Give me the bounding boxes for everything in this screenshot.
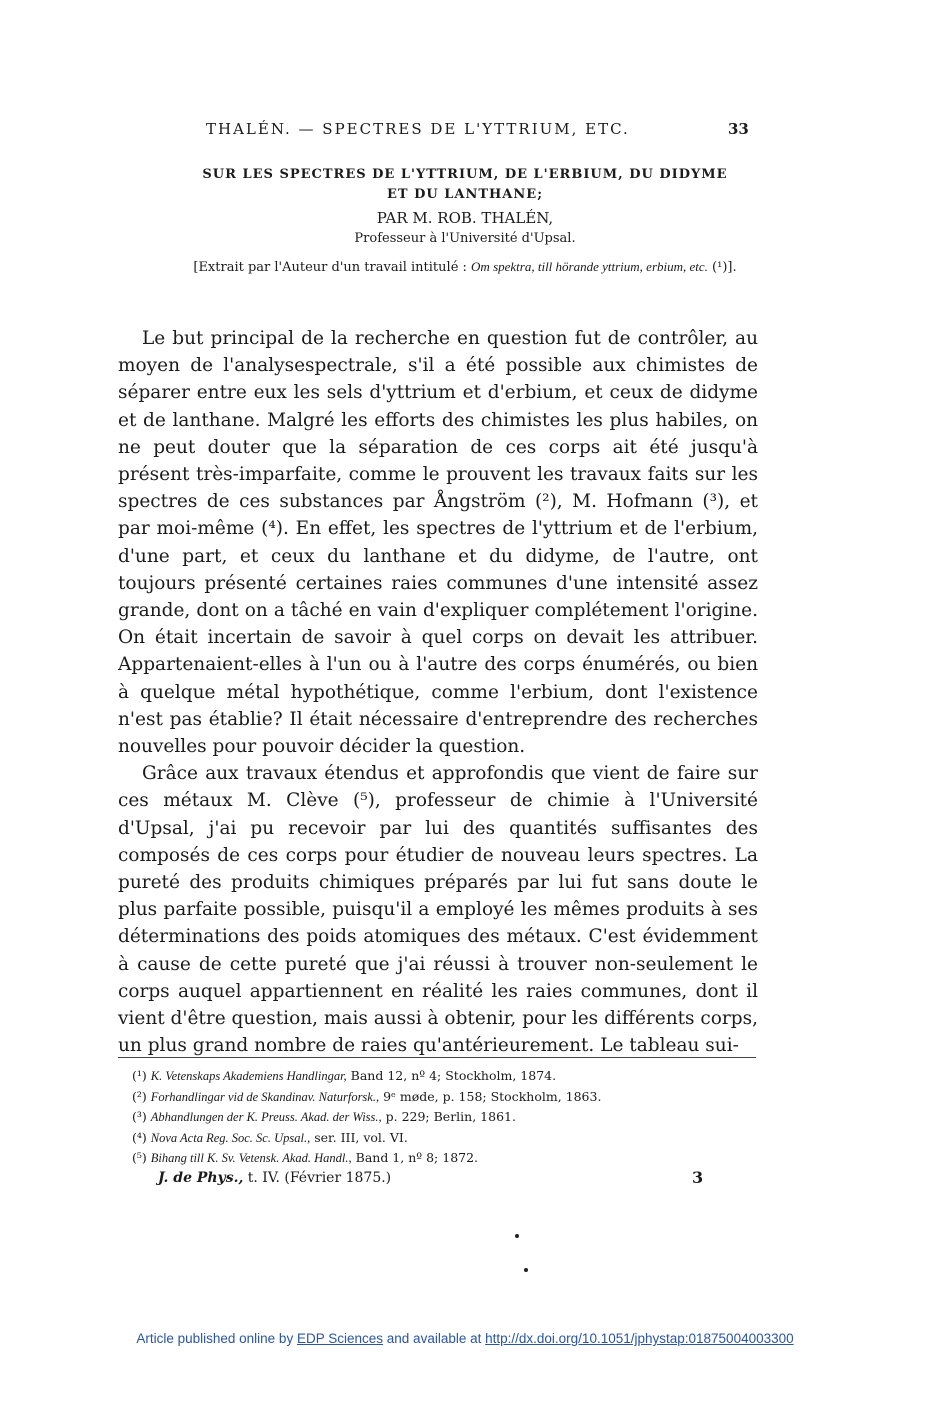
doi-link[interactable]: http://dx.doi.org/10.1051/jphystap:01875004003300	[485, 1331, 794, 1346]
body-text	[118, 325, 758, 1059]
publisher-link[interactable]: EDP Sciences	[296, 1331, 384, 1346]
footnotes	[132, 1066, 772, 1169]
publisher-middle: and available at	[386, 1331, 482, 1346]
paragraph-1: Le but principal de la recherche en question fut de contrôler, au moyen de l'analysespectrale, s'il a été possible aux chimistes de séparer entre eux les sels d'yttrium et d'erbium, et ceux de didyme et de lanthane. Malgré les efforts des chimistes les plus habiles, on ne peut douter que la séparation de ces corps ait été jusqu'à présent très-imparfaite, comme le prouvent les travaux faits sur les spectres de ces substances par Ångström (²), M. Hofmann (³), et par moi-même (⁴). En effet, les spectres de l'yttrium et de l'erbium, d'une part, et ceux du lanthane et du didyme, de l'autre, ont toujours présenté certaines raies communes d'une intensité assez grande, dont on a tâché en vain d'expliquer complétement l'origine. On était incertain de savoir à quel corps on devait les attribuer. Appartenaient-elles à l'un ou à l'autre des corps énumérés, ou bien à quelque métal hypothétique, comme l'erbium, dont l'existence n'est pas établie? Il était nécessaire d'entreprendre des recherches nouvelles pour pouvoir décider la question.	[118, 328, 758, 758]
extract-suffix: (¹)].	[712, 260, 737, 275]
scan-speck	[524, 1268, 528, 1272]
footnote-5: (⁵) Bihang till K. Sv. Vetensk. Akad. Handl., Band 1, nº 8; 1872.	[132, 1150, 479, 1165]
title-line-1: SUR LES SPECTRES DE L'YTTRIUM, DE L'ERBIUM, DU DIDYME	[202, 167, 728, 182]
publisher-prefix: Article published online by	[136, 1331, 294, 1346]
article-title	[100, 165, 830, 205]
footnote-rule	[118, 1057, 756, 1058]
scan-speck	[515, 1234, 519, 1238]
extract-note	[140, 258, 790, 277]
sheet-number: 3	[692, 1168, 704, 1187]
footnote-4: (⁴) Nova Acta Reg. Soc. Sc. Upsal., ser. III, vol. VI.	[132, 1129, 408, 1145]
author-affiliation: Professeur à l'Université d'Upsal.	[354, 231, 576, 246]
extract-prefix: [Extrait par l'Auteur d'un travail intitulé :	[193, 260, 467, 275]
title-line-2: ET DU LANTHANE;	[387, 187, 543, 202]
journal-volume: t. IV. (Février 1875.)	[247, 1170, 392, 1186]
author-byline: PAR M. ROB. THALÉN,	[376, 209, 554, 227]
page-number: 33	[728, 120, 749, 138]
running-header: THALÉN. — SPECTRES DE L'YTTRIUM, ETC.	[206, 120, 630, 138]
publisher-notice	[0, 1331, 930, 1346]
journal-reference	[158, 1170, 391, 1186]
footnote-1: (¹) K. Vetenskaps Akademiens Handlingar, Band 12, nº 4; Stockholm, 1874.	[132, 1068, 557, 1083]
footnote-3: (³) Abhandlungen der K. Preuss. Akad. der Wiss., p. 229; Berlin, 1861.	[132, 1109, 516, 1124]
paragraph-2: Grâce aux travaux étendus et approfondis que vient de faire sur ces métaux M. Clève (⁵), professeur de chimie à l'Université d'Upsal, j'ai pu recevoir par lui des quantités suffisantes des composés de ces corps pour étudier de nouveau leurs spectres. La pureté des produits chimiques préparés par lui fut sans doute le plus parfaite possible, puisqu'il a employé les mêmes produits à ses déterminations des poids atomiques des métaux. C'est évidemment à cause de cette pureté que j'ai réussi à trouver non-seulement le corps auquel appartiennent en réalité les raies communes, dont il vient d'être question, mais aussi à obtenir, pour les différents corps, un plus grand nombre de raies qu'antérieurement. Le tableau sui-	[118, 763, 758, 1057]
journal-name: J. de Phys.,	[158, 1170, 244, 1186]
footnote-2: (²) Forhandlingar vid de Skandinav. Naturforsk., 9ᵉ møde, p. 158; Stockholm, 1863.	[132, 1088, 602, 1104]
extract-work-title: Om spektra, till hörande yttrium, erbium, etc.	[471, 259, 708, 274]
